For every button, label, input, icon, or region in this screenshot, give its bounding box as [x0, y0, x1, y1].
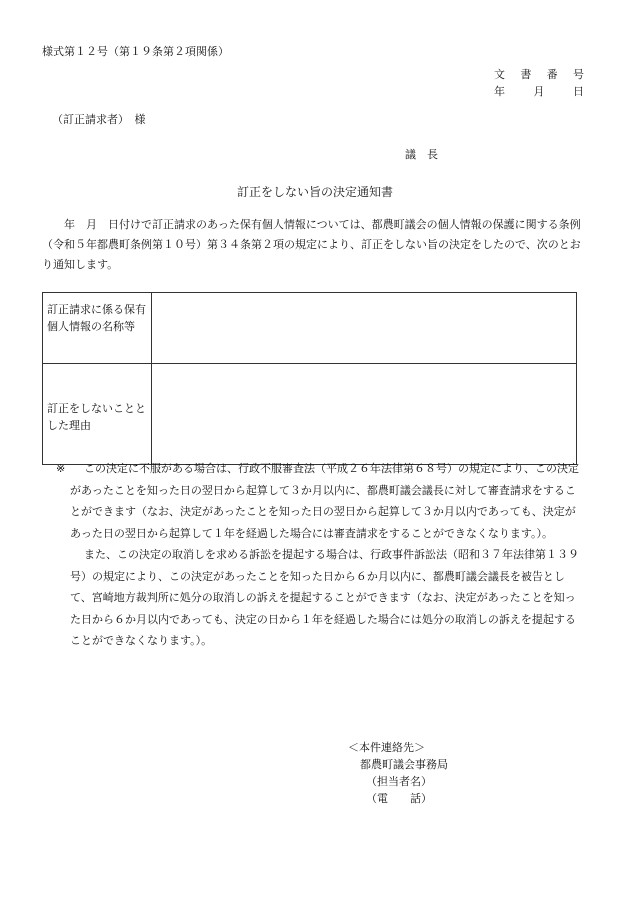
- table-row: [43, 364, 577, 465]
- row-label-info-name: 訂正請求に係る保有個人情報の名称等: [43, 293, 152, 364]
- date-month: 月: [533, 85, 545, 98]
- doc-num-char: 番: [546, 68, 558, 81]
- note-paragraph-1: [56, 458, 584, 544]
- doc-num-char: 文: [494, 68, 505, 81]
- info-table: [42, 292, 577, 465]
- note-paragraph-1-text: この決定に不服がある場合は、行政不服審査法（平成２６年法律第６８号）の規定により、この決定があったことを知った日の翌日から起算して３か月以内に、都農町議会議長に対して審査請求をすることができます（なお、決定があったことを知った日の翌日から起算して３か月以内であっても、決定があった日の翌日から起算して１年を経過した場合には審査請求をすることができなくなります。）。: [70, 462, 579, 540]
- contact-block: [348, 739, 448, 807]
- contact-office: 都農町議会事務局: [360, 758, 448, 771]
- date-day: 日: [573, 85, 584, 98]
- note-paragraph-2: また、この決定の取消しを求める訴訟を提起する場合は、行政事件訴訟法（昭和３７年法律第１３９号）の規定により、この決定があったことを知った日から６か月以内に、都農町議会議長を被告として、宮崎地方裁判所に処分の取消しの訴えを提起することができます（なお、決定があったことを知った日から６か月以内であっても、決定の日から１年を経過した場合には処分の取消しの訴えを提起することができなくなります。）。: [70, 548, 579, 647]
- sender: 議 長: [405, 148, 438, 161]
- date-label: [494, 83, 584, 100]
- contact-person: （担当者名）: [366, 775, 432, 788]
- document-title: 訂正をしない旨の決定通知書: [236, 185, 393, 199]
- appeal-note: [56, 458, 584, 652]
- addressee: （訂正請求者） 様: [52, 113, 146, 126]
- document-number-block: [494, 66, 584, 100]
- form-number: 様式第１２号（第１９条第２項関係）: [42, 45, 229, 58]
- document-number-label: [494, 66, 584, 83]
- row-value-info-name[interactable]: [152, 293, 577, 364]
- body-paragraph: 年 月 日付けで訂正請求のあった保有個人情報については、都農町議会の個人情報の保護に関する条例（令和５年都農町条例第１０号）第３４条第２項の規定により、訂正をしない旨の決定をしたので、次のとおり通知します。: [42, 218, 581, 271]
- contact-heading: ＜本件連絡先＞: [348, 741, 425, 754]
- doc-num-char: 書: [520, 68, 532, 81]
- row-value-reason[interactable]: [152, 364, 577, 465]
- contact-phone: （電 話）: [366, 792, 432, 805]
- doc-num-char: 号: [572, 68, 584, 81]
- note-mark: ※: [56, 462, 66, 475]
- table-row: [43, 293, 577, 364]
- date-year: 年: [494, 85, 505, 98]
- row-label-reason: 訂正をしないこととした理由: [43, 364, 152, 465]
